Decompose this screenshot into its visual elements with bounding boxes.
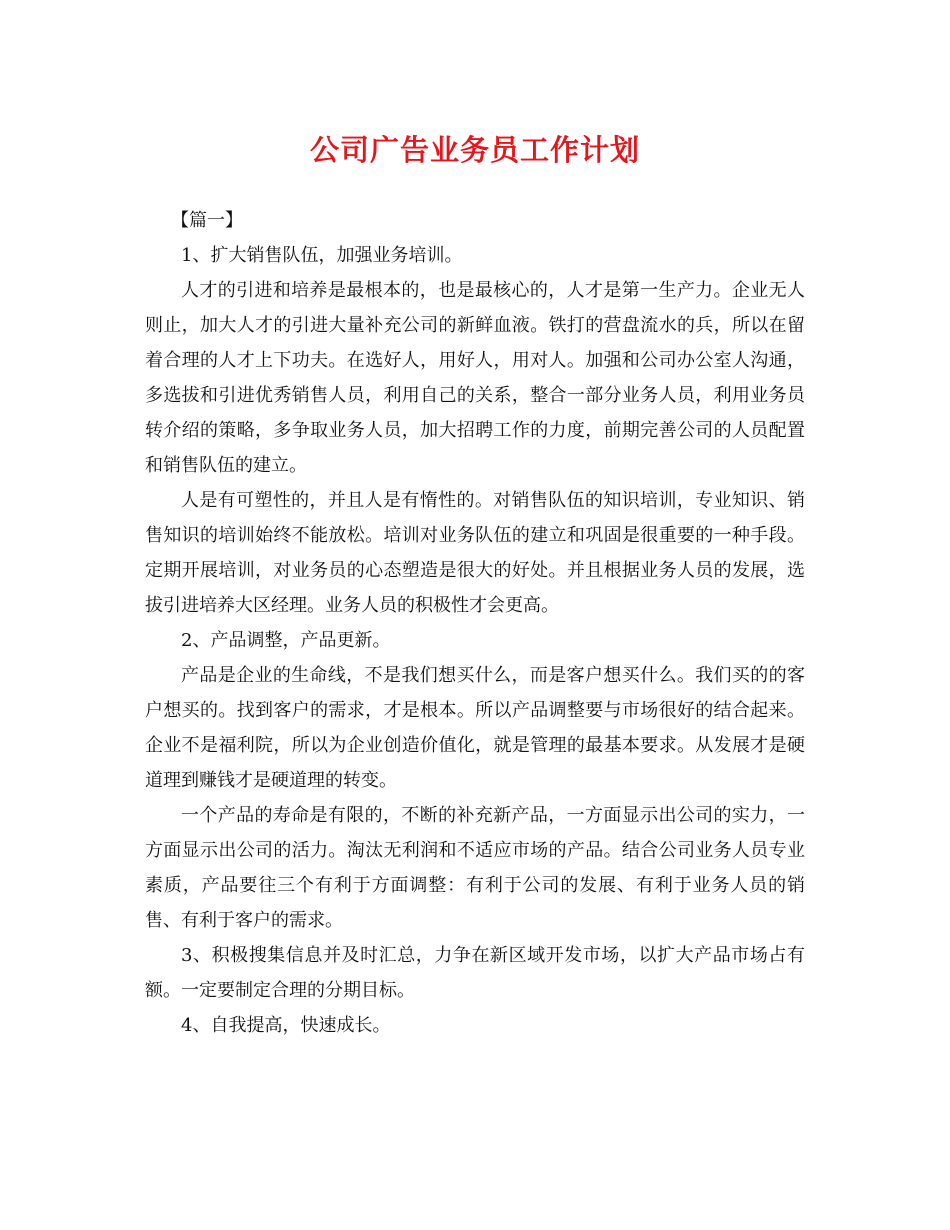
document-title: 公司广告业务员工作计划 [309, 133, 640, 167]
paragraph-heading-2: 2、产品调整，产品更新。 [181, 630, 391, 651]
paragraph-heading-4: 4、自我提高，快速成长。 [181, 1015, 391, 1036]
paragraph-heading-1: 1、扩大销售队伍，加强业务培训。 [181, 245, 463, 266]
paragraph: 一个产品的寿命是有限的，不断的补充新产品，一方面显示出公司的实力，一方面显示出公司的活力。淘汰无利润和不适应市场的产品。结合公司业务人员专业素质，产品要往三个有利于方面调整：有利于公司的发展、有利于业务人员的销售、有利于客户的需求。 [145, 805, 805, 931]
document-body [145, 203, 805, 1043]
paragraph-heading-3: 3、积极搜集信息并及时汇总，力争在新区域开发市场，以扩大产品市场占有额。一定要制定合理的分期目标。 [145, 945, 805, 1001]
paragraph: 人才的引进和培养是最根本的，也是最核心的，人才是第一生产力。企业无人则止，加大人才的引进大量补充公司的新鲜血液。铁打的营盘流水的兵，所以在留着合理的人才上下功夫。在选好人，用好人，用对人。加强和公司办公室人沟通，多选拔和引进优秀销售人员，利用自己的关系，整合一部分业务人员，利用业务员转介绍的策略，多争取业务人员，加大招聘工作的力度，前期完善公司的人员配置和销售队伍的建立。 [145, 280, 805, 476]
section-label: 【篇一】 [171, 210, 243, 231]
paragraph: 人是有可塑性的，并且人是有惰性的。对销售队伍的知识培训，专业知识、销售知识的培训始终不能放松。培训对业务队伍的建立和巩固是很重要的一种手段。定期开展培训，对业务员的心态塑造是很大的好处。并且根据业务人员的发展，选拔引进培养大区经理。业务人员的积极性才会更高。 [145, 490, 805, 616]
paragraph: 产品是企业的生命线，不是我们想买什么，而是客户想买什么。我们买的的客户想买的。找到客户的需求，才是根本。所以产品调整要与市场很好的结合起来。企业不是福利院，所以为企业创造价值化，就是管理的最基本要求。从发展才是硬道理到赚钱才是硬道理的转变。 [145, 665, 805, 791]
